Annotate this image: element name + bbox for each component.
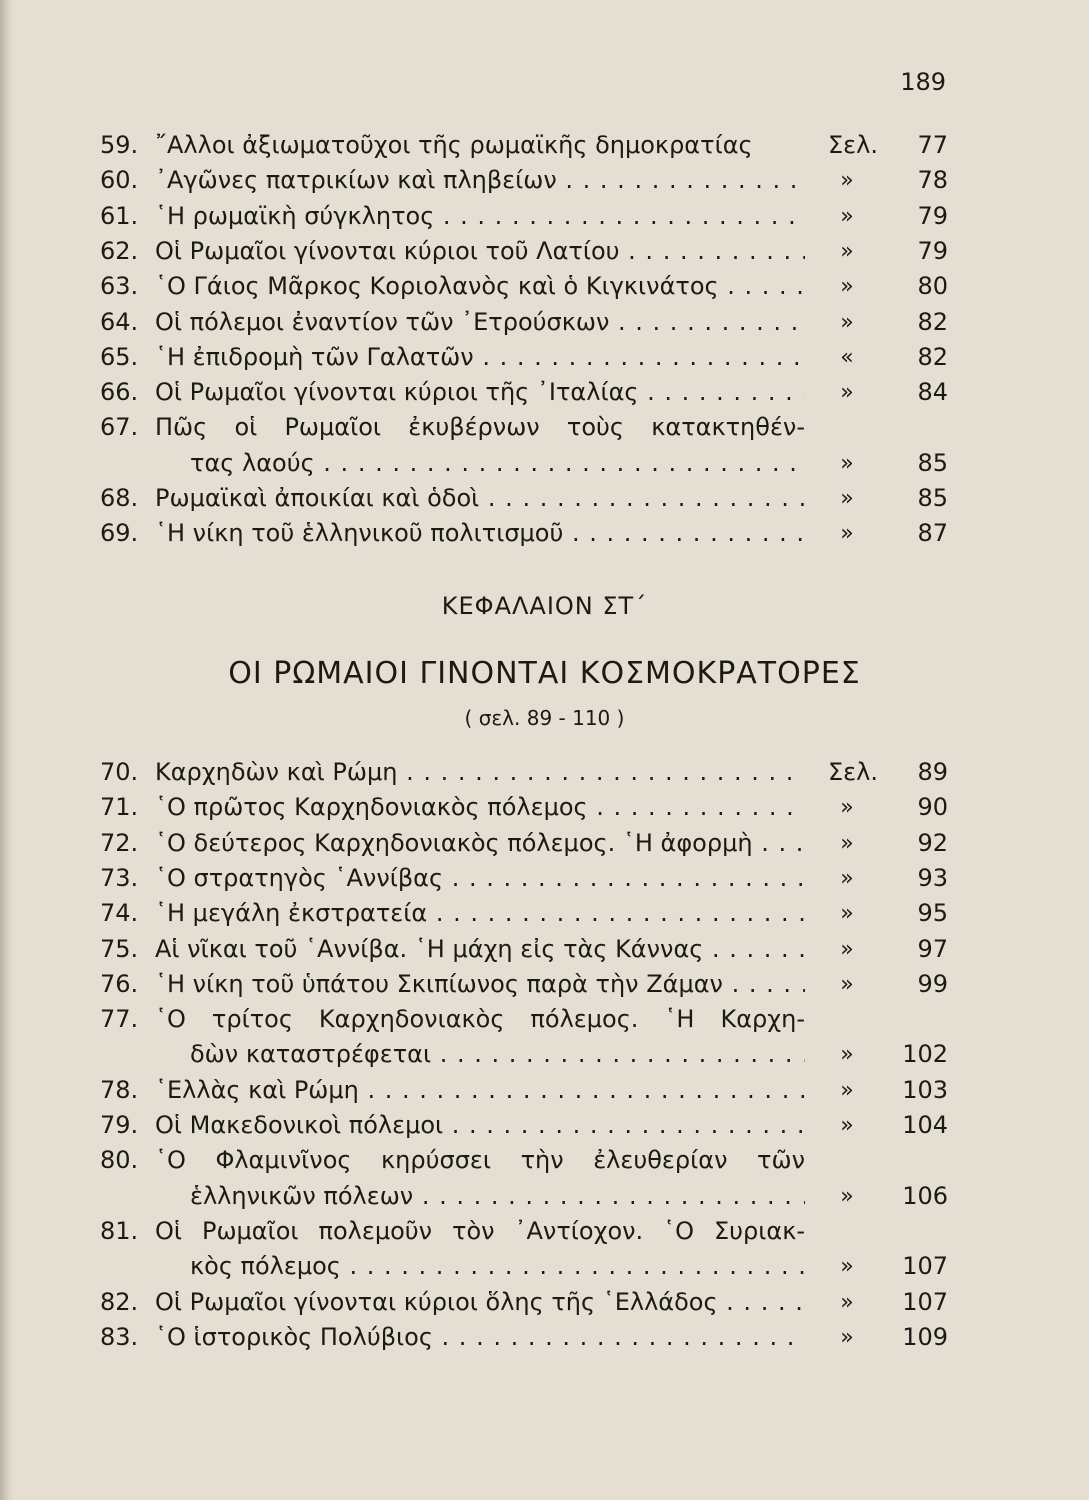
chapter-heading: ΚΕΦΑΛΑΙΟΝ ΣΤ΄ xyxy=(441,592,648,620)
toc-entry-page-number: 109 xyxy=(902,1322,948,1351)
toc-entry-title: ῾Ο δεύτερος Καρχηδονιακὸς πόλεμος. ῾Η ἀφορμὴ . . . xyxy=(155,826,805,861)
toc-entry-page-number: 103 xyxy=(902,1075,948,1104)
toc-entry-page-ref: Σελ. xyxy=(828,131,878,159)
toc-entry-page-ref: » xyxy=(840,865,854,891)
toc-entry-page-number: 106 xyxy=(902,1181,948,1210)
toc-entry-title: Οἱ Ρωμαῖοι γίνονται κύριοι ὅλης τῆς ῾Ελλάδος . . . xyxy=(155,1285,805,1320)
toc-entry-title: ῾Η νίκη τοῦ ὑπάτου Σκιπίωνος παρὰ τὴν Ζάμαν . . . xyxy=(155,967,805,1002)
toc-entry-page-ref: » xyxy=(840,238,854,264)
toc-entry-line xyxy=(0,516,1089,551)
toc-entry-number: 81. xyxy=(100,1216,139,1245)
toc-entry-page-number: 107 xyxy=(902,1252,948,1281)
toc-entry-page-ref: » xyxy=(840,936,854,962)
toc-entry-line xyxy=(0,1037,1089,1072)
toc-entry-title: ᾿Αγῶνες πατρικίων καὶ πληβείων . . . xyxy=(155,163,805,198)
toc-entry-page-number: 89 xyxy=(917,758,948,786)
toc-entry-line xyxy=(0,1108,1089,1143)
toc-entry-title: ῾Ο τρίτος Καρχηδονιακὸς πόλεμος. ῾Η Καρχη- xyxy=(155,1005,805,1034)
toc-entry-number: 63. xyxy=(100,272,139,301)
toc-entry-line xyxy=(0,932,1089,967)
toc-entry-page-number: 102 xyxy=(902,1040,948,1069)
toc-entry-title: τας λαούς . . . xyxy=(190,446,805,481)
toc-entry-number: 78. xyxy=(100,1075,139,1104)
toc-entry-line xyxy=(0,1320,1089,1355)
toc-entry-title: ῾Η νίκη τοῦ ἑλληνικοῦ πολιτισμοῦ . . . xyxy=(155,516,805,551)
toc-entry-title: Οἱ Ρωμαῖοι γίνονται κύριοι τῆς ᾿Ιταλίας . . . xyxy=(155,375,805,410)
toc-entry-page-ref: » xyxy=(840,1077,854,1103)
toc-entry-line xyxy=(0,410,1089,445)
toc-entry-line xyxy=(0,1285,1089,1320)
chapter-page-range: ( σελ. 89 - 110 ) xyxy=(464,706,625,730)
toc-entry-number: 60. xyxy=(100,166,139,195)
toc-entry-page-number: 104 xyxy=(902,1111,948,1139)
toc-entry-title: ῎Αλλοι ἀξιωματοῦχοι τῆς ρωμαϊκῆς δημοκρατίας xyxy=(155,131,753,159)
toc-entry-page-number: 82 xyxy=(917,307,948,336)
toc-entry-page-ref: Σελ. xyxy=(828,758,878,786)
toc-entry-line xyxy=(0,755,1089,790)
toc-entry-number: 83. xyxy=(100,1322,139,1351)
toc-entry-page-number: 85 xyxy=(917,448,948,477)
toc-entry-page-number: 84 xyxy=(917,378,948,407)
toc-entry-page-number: 92 xyxy=(917,828,948,857)
toc-entry-page-ref: » xyxy=(840,971,854,997)
toc-entry-page-ref: » xyxy=(840,274,854,300)
toc-entry-title: ῾Η ἐπιδρομὴ τῶν Γαλατῶν . . . xyxy=(155,340,805,375)
toc-entry-line xyxy=(0,1073,1089,1108)
toc-entry-title: ῾Ο Φλαμινῖνος κηρύσσει τὴν ἐλευθερίαν τῶν xyxy=(155,1146,805,1175)
toc-entry-page-number: 93 xyxy=(917,863,948,892)
toc-entry-page-ref: » xyxy=(840,309,854,335)
toc-entry-number: 77. xyxy=(100,1005,139,1034)
toc-entry-number: 62. xyxy=(100,236,139,265)
toc-entry-page-number: 87 xyxy=(917,519,948,548)
toc-entry-title: ῾Ο ἱστορικὸς Πολύβιος . . . xyxy=(155,1320,805,1355)
toc-entry-line xyxy=(0,967,1089,1002)
toc-entry-number: 68. xyxy=(100,484,139,512)
toc-entry-page-ref: » xyxy=(840,1324,854,1350)
toc-entry-line xyxy=(0,481,1089,516)
toc-entry-title: Οἱ Ρωμαῖοι γίνονται κύριοι τοῦ Λατίου . . . xyxy=(155,234,805,269)
toc-entry-page-ref: » xyxy=(840,901,854,927)
toc-entry-line xyxy=(0,861,1089,896)
toc-entry-title: ῾Η μεγάλη ἐκστρατεία . . . xyxy=(155,896,805,931)
toc-entry-page-number: 85 xyxy=(917,484,948,512)
toc-entry-page-ref: » xyxy=(840,521,854,547)
toc-entry-title: Ρωμαϊκαὶ ἀποικίαι καὶ ὁδοὶ . . . xyxy=(155,481,805,516)
toc-entry-line xyxy=(0,1002,1089,1037)
toc-entry-line xyxy=(0,163,1089,198)
toc-entry-number: 64. xyxy=(100,307,139,336)
toc-entry-number: 71. xyxy=(100,793,139,822)
toc-entry-number: 73. xyxy=(100,863,139,892)
toc-entry-line xyxy=(0,790,1089,825)
toc-entry-title: δὼν καταστρέφεται . . . xyxy=(190,1037,805,1072)
toc-entry-line xyxy=(0,1214,1089,1249)
toc-entry-number: 61. xyxy=(100,201,139,230)
toc-entry-line xyxy=(0,896,1089,931)
toc-entry-number: 69. xyxy=(100,519,139,548)
toc-entry-page-number: 78 xyxy=(917,166,948,195)
toc-entry-number: 67. xyxy=(100,413,139,442)
toc-entry-title: ῾Ελλὰς καὶ Ρώμη . . . xyxy=(155,1073,805,1108)
toc-entry-line xyxy=(0,1143,1089,1178)
toc-entry-number: 75. xyxy=(100,934,139,963)
toc-entry-page-ref: » xyxy=(840,1289,854,1315)
toc-entry-page-number: 77 xyxy=(917,131,948,159)
toc-entry-title: Πῶς οἱ Ρωμαῖοι ἐκυβέρνων τοὺς κατακτηθέν- xyxy=(155,413,805,442)
toc-entry-title: Καρχηδὼν καὶ Ρώμη . . . xyxy=(155,755,805,790)
chapter-title: ΟΙ ΡΩΜΑΙΟΙ ΓΙΝΟΝΤΑΙ ΚΟΣΜΟΚΡΑΤΟΡΕΣ xyxy=(228,656,861,691)
toc-entry-number: 80. xyxy=(100,1146,139,1175)
toc-entry-page-ref: » xyxy=(840,1254,854,1280)
toc-entry-title: ῾Ο πρῶτος Καρχηδονιακὸς πόλεμος . . . xyxy=(155,790,805,825)
toc-entry-line xyxy=(0,128,1089,163)
toc-entry-number: 82. xyxy=(100,1287,139,1316)
toc-entry-page-number: 95 xyxy=(917,899,948,928)
toc-entry-page-ref: » xyxy=(840,830,854,856)
toc-entry-page-number: 90 xyxy=(917,793,948,822)
toc-entry-title: ῾Ο στρατηγὸς ῾Αννίβας . . . xyxy=(155,861,805,896)
toc-entry-page-ref: » xyxy=(840,1042,854,1068)
toc-entry-page-ref: » xyxy=(840,168,854,194)
toc-entry-page-ref: » xyxy=(840,795,854,821)
toc-entry-number: 74. xyxy=(100,899,139,928)
toc-entry-page-number: 99 xyxy=(917,969,948,998)
toc-entry-page-ref: » xyxy=(840,1183,854,1209)
toc-entry-title: ῾Ο Γάιος Μᾶρκος Κοριολανὸς καὶ ὁ Κιγκινάτος . . . xyxy=(155,269,805,304)
toc-entry-page-number: 97 xyxy=(917,934,948,963)
toc-entry-line xyxy=(0,234,1089,269)
toc-entry-number: 72. xyxy=(100,828,139,857)
toc-entry-page-number: 79 xyxy=(917,201,948,230)
toc-entry-line xyxy=(0,305,1089,340)
toc-entry-page-ref: » xyxy=(840,450,854,476)
toc-entry-page-ref: » xyxy=(840,1113,854,1138)
toc-entry-number: 65. xyxy=(100,342,139,371)
toc-entry-page-ref: » xyxy=(840,380,854,406)
toc-entry-page-ref: » xyxy=(840,486,854,511)
toc-entry-page-number: 80 xyxy=(917,272,948,301)
toc-entry-page-number: 79 xyxy=(917,236,948,265)
toc-entry-title: Οἱ πόλεμοι ἐναντίον τῶν ᾿Ετρούσκων . . . xyxy=(155,305,805,340)
toc-entry-line xyxy=(0,340,1089,375)
toc-entry-page-number: 107 xyxy=(902,1287,948,1316)
toc-entry-number: 79. xyxy=(100,1111,139,1139)
toc-entry-line xyxy=(0,1249,1089,1284)
toc-entry-line xyxy=(0,375,1089,410)
toc-entry-title: ῾Η ρωμαϊκὴ σύγκλητος . . . xyxy=(155,199,805,234)
toc-entry-number: 70. xyxy=(100,758,139,786)
toc-entry-title: ἑλληνικῶν πόλεων . . . xyxy=(190,1179,805,1214)
toc-entry-number: 76. xyxy=(100,969,139,998)
toc-entry-page-ref: » xyxy=(840,203,854,229)
page-number: 189 xyxy=(900,68,946,96)
toc-entry-line xyxy=(0,269,1089,304)
toc-entry-page-number: 82 xyxy=(917,342,948,371)
toc-entry-page-ref: « xyxy=(840,344,854,370)
toc-entry-title: Οἱ Μακεδονικοὶ πόλεμοι . . . xyxy=(155,1108,805,1143)
toc-entry-number: 66. xyxy=(100,378,139,407)
toc-entry-number: 59. xyxy=(100,131,139,159)
toc-entry-line xyxy=(0,446,1089,481)
toc-entry-title: Οἱ Ρωμαῖοι πολεμοῦν τὸν ᾿Αντίοχον. ῾Ο Συριακ- xyxy=(155,1216,805,1245)
toc-entry-title: κὸς πόλεμος . . . xyxy=(190,1249,805,1284)
toc-entry-line xyxy=(0,1179,1089,1214)
toc-entry-title: Αἱ νῖκαι τοῦ ῾Αννίβα. ῾Η μάχη εἰς τὰς Κάννας . . . xyxy=(155,932,805,967)
toc-entry-line xyxy=(0,826,1089,861)
toc-entry-line xyxy=(0,199,1089,234)
